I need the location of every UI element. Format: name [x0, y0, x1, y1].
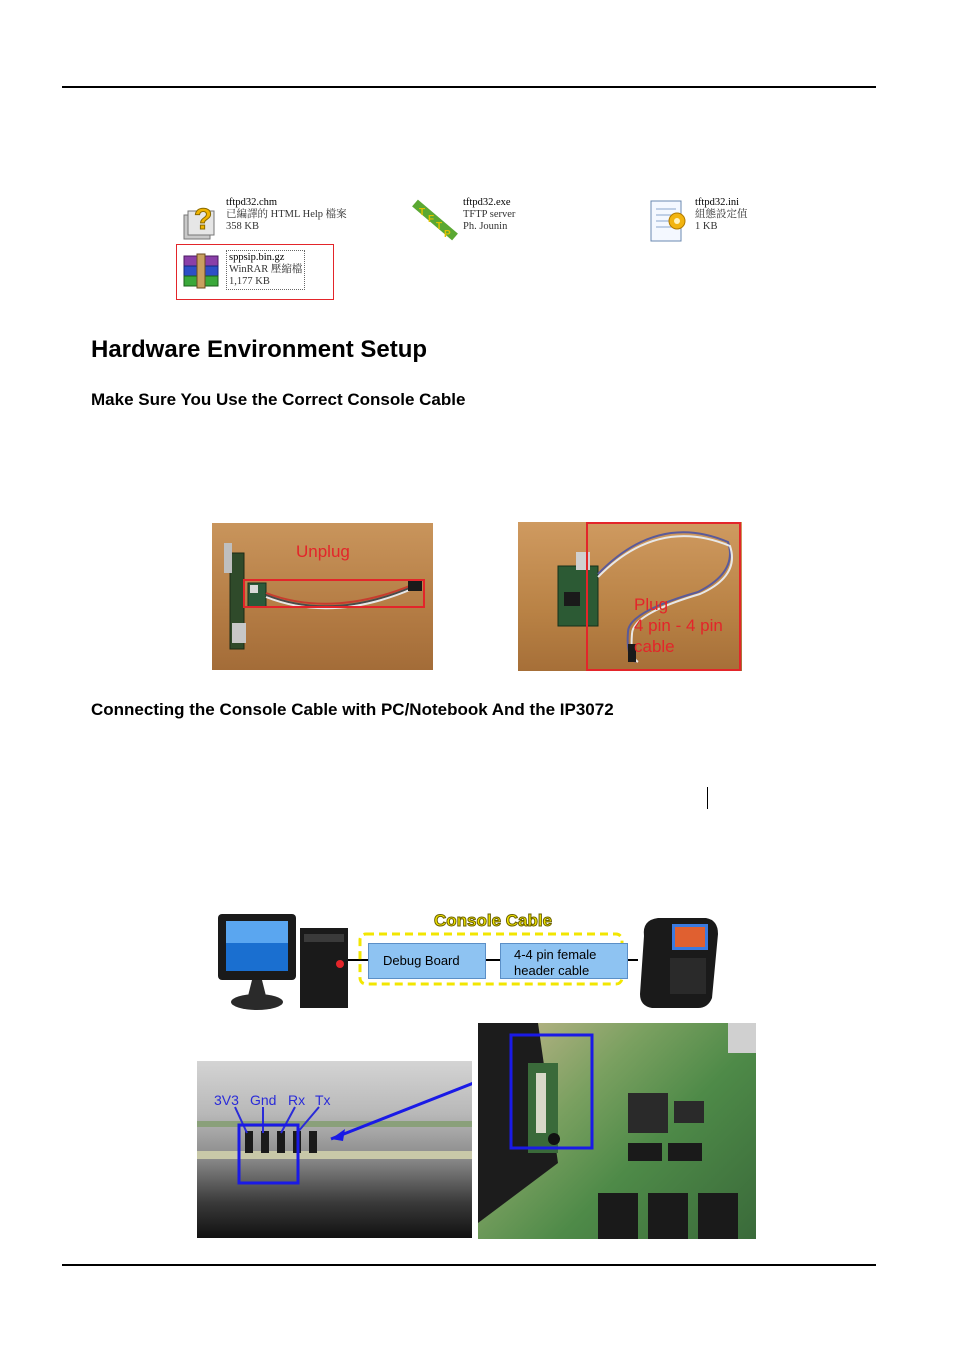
- connection-diagram: [212, 908, 732, 1016]
- console-cable-title: Console Cable: [434, 911, 553, 930]
- file-item-exe[interactable]: [411, 197, 515, 243]
- unplug-label: Unplug: [296, 542, 350, 561]
- svg-text:F: F: [428, 214, 435, 225]
- svg-text:P: P: [444, 229, 451, 240]
- file-item-ini[interactable]: [645, 197, 748, 245]
- plug-label-line1: Plug: [634, 595, 669, 614]
- plug-photo-drawing: [518, 522, 742, 671]
- pin-label-rx: Rx: [288, 1092, 306, 1108]
- header-cable-box: [500, 943, 628, 979]
- file-type: WinRAR 壓縮檔: [229, 264, 303, 275]
- file-name: tftpd32.ini: [695, 197, 740, 208]
- header-rule: [62, 86, 876, 88]
- file-name: tftpd32.exe: [463, 197, 511, 208]
- photo-plug: [518, 522, 742, 671]
- winrar-archive-icon: [180, 250, 222, 292]
- footer-rule: [62, 1264, 876, 1266]
- plug-label-line2: 4 pin - 4 pin: [634, 616, 723, 635]
- file-item-firmware[interactable]: [180, 250, 305, 292]
- pin-label-3v3: 3V3: [214, 1092, 239, 1108]
- file-type: 組態設定值: [695, 209, 748, 220]
- file-size: 1,177 KB: [229, 276, 270, 287]
- file-info: [226, 197, 347, 233]
- file-name: tftpd32.chm: [226, 197, 278, 208]
- file-size: 358 KB: [226, 221, 259, 232]
- tftp-app-icon: [411, 197, 459, 243]
- svg-text:T: T: [419, 207, 426, 218]
- pin-label-tx: Tx: [315, 1092, 331, 1108]
- file-item-chm[interactable]: [180, 197, 347, 243]
- text-cursor: [707, 787, 708, 809]
- photo-pin-header: [197, 1061, 472, 1238]
- mainboard-drawing: [478, 1023, 756, 1239]
- file-size: Ph. Jounin: [463, 221, 508, 232]
- file-type: TFTP server: [463, 209, 516, 220]
- file-name: sppsip.bin.gz: [229, 252, 285, 263]
- file-type: 已編譯的 HTML Help 檔案: [226, 209, 347, 220]
- header-cable-line2: header cable: [514, 963, 590, 978]
- pin-header-drawing: [197, 1061, 472, 1238]
- debug-board-box: Debug Board: [368, 943, 486, 979]
- photo-unplug: [212, 523, 433, 670]
- subsection-title-connecting: Connecting the Console Cable with PC/Notebook And the IP3072: [91, 700, 614, 719]
- file-info: [695, 197, 748, 233]
- photo-mainboard: [478, 1023, 756, 1239]
- header-cable-line1: 4-4 pin female: [514, 947, 597, 962]
- file-info: [463, 197, 515, 233]
- svg-text:?: ?: [194, 203, 213, 236]
- svg-text:T: T: [436, 221, 443, 232]
- subsection-title-console-cable: Make Sure You Use the Correct Console Cable: [91, 390, 466, 409]
- ini-config-icon: [645, 197, 691, 245]
- plug-label-line3: cable: [634, 637, 675, 656]
- file-info: [226, 250, 305, 290]
- section-title: Hardware Environment Setup: [91, 336, 428, 363]
- file-size: 1 KB: [695, 221, 718, 232]
- help-file-icon: [180, 197, 222, 243]
- pin-label-gnd: Gnd: [250, 1092, 277, 1108]
